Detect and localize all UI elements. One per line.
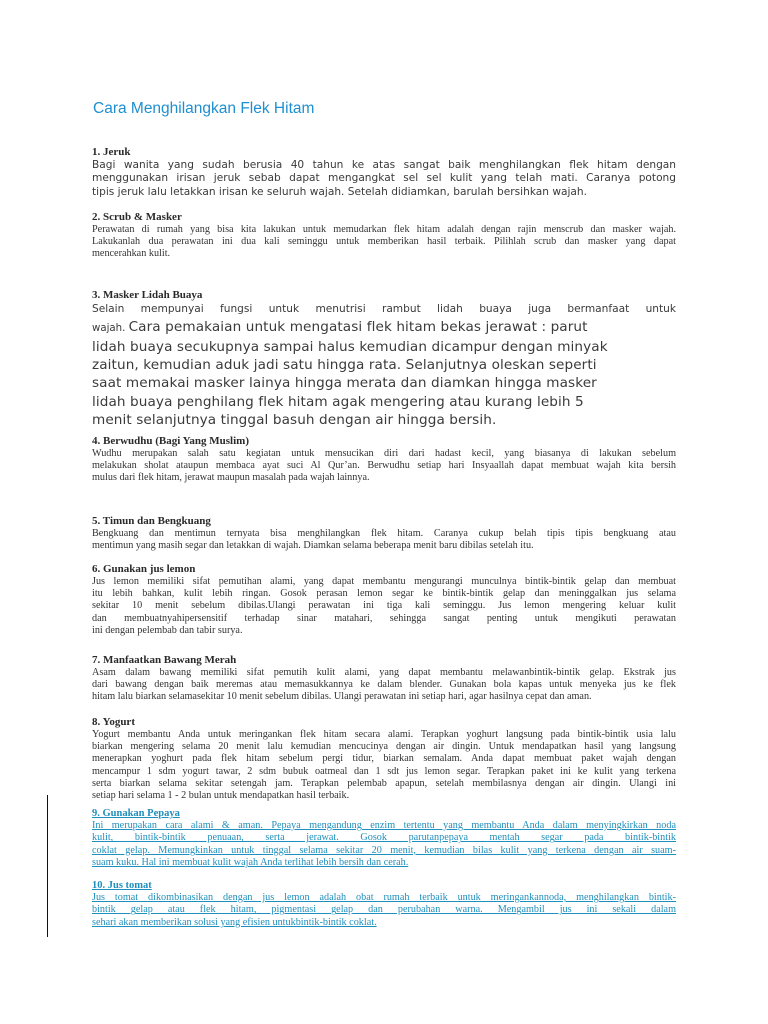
section-jus-tomat: [92, 880, 676, 929]
section-bawang-merah: [92, 654, 676, 704]
body-line: Perawatan di rumah yang bisa kita lakukan untuk memudarkan flek hitam adalah dengan rajin menscrub dan masker wajah.: [92, 224, 676, 235]
section-yogurt: [92, 716, 676, 802]
body-line[interactable]: Ini merupakan cara alami & aman. Pepaya mengandung enzim tertentu yang membantu Anda dalam menyingkirkan noda: [92, 820, 676, 831]
body-line[interactable]: Jus tomat dikombinasikan dengan jus lemon adalah obat rumah terbaik untuk meringankannoda, menghilangkan bintik-: [92, 892, 676, 903]
section-heading: 6. Gunakan jus lemon: [92, 563, 196, 575]
section-heading-link[interactable]: 9. Gunakan Pepaya: [92, 808, 180, 819]
section-heading: 1. Jeruk: [92, 146, 131, 158]
body-line: Bagi wanita yang sudah berusia 40 tahun ke atas sangat baik menghilangkan flek hitam dengan: [92, 159, 676, 171]
body-line: setiap hari selama 1 - 2 bulan untuk mendapatkan hasil terbaik.: [92, 790, 350, 802]
body-line: mencampur 1 sdm yogurt tawar, 2 sdm bubuk oatmeal dan 1 sdt jus lemon segar. Terapkan paket ini ke kulit yang terkena: [92, 765, 676, 777]
section-body: [92, 576, 676, 637]
body-big-lines: [92, 338, 676, 429]
section-jus-lemon: [92, 563, 676, 637]
body-line: ini dengan pelembab dan tabir surya.: [92, 624, 243, 636]
section-body: [92, 159, 676, 199]
section-body: [92, 667, 676, 704]
section-jeruk: [92, 146, 676, 199]
section-heading: 4. Berwudhu (Bagi Yang Muslim): [92, 435, 249, 447]
section-body-link[interactable]: [92, 892, 676, 929]
body-line[interactable]: sehari akan memberikan solusi yang efisien untukbintik-bintik coklat.: [92, 916, 377, 928]
body-line: menit selanjutnya tinggal basuh dengan air hingga bersih.: [92, 411, 497, 428]
body-line[interactable]: kulit, bintik-bintik penuaan, serta jerawat. Gosok parutanpepaya mentah segar pada bintik-bintik: [92, 832, 676, 844]
body-line: tipis jeruk lalu letakkan irisan ke seluruh wajah. Setelah didiamkan, barulah bersihkan wajah.: [92, 185, 588, 198]
body-line: dari bawang dengan baik meremas atau memasukkannya ke dalam blender. Gunakan bola kapas untuk menyeka jus ke flek: [92, 679, 676, 691]
section-scrub-masker: [92, 211, 676, 261]
section-heading: 8. Yogurt: [92, 716, 135, 728]
body-line: biarkan mengering selama 20 menit lalu kemudian mencucinya dengan air dingin. Untuk mendapatkan hasil yang langsung: [92, 741, 676, 753]
section-heading: 7. Manfaatkan Bawang Merah: [92, 654, 237, 666]
section-heading-link[interactable]: 10. Jus tomat: [92, 880, 152, 891]
body-line: Lakukanlah dua perawatan ini dua kali seminggu untuk memberikan hasil terbaik. Pilihlah scrub dan masker yang dapat: [92, 236, 676, 248]
body-line: Selain mempunyai fungsi untuk menutrisi rambut lidah buaya juga bermanfaat untuk: [92, 303, 676, 315]
body-line[interactable]: coklat gelap. Memungkinkan untuk tinggal selama sekitar 20 menit, kemudian bilas kulit yang terkena dengan air suam-: [92, 844, 676, 856]
margin-line: [47, 795, 48, 937]
body-line: hitam lalu biarkan selamasekitar 10 menit sebelum dibilas. Ulangi perawatan ini setiap hari, agar hasilnya cepat dan aman.: [92, 691, 592, 703]
body-line: [92, 317, 676, 338]
body-line: saat memakai masker lainya hingga merata dan diamkan hingga masker: [92, 375, 597, 392]
body-line: sekitar 10 menit sebelum dibilas.Ulangi perawatan ini tiga kali seminggu. Jus lemon mengering keluar kulit: [92, 600, 676, 612]
section-heading: 3. Masker Lidah Buaya: [92, 289, 203, 301]
body-line-small: wajah.: [92, 323, 129, 334]
page-title: Cara Menghilangkan Flek Hitam: [93, 100, 315, 117]
body-line: lidah buaya penghilang flek hitam agak mengering atau kurang lebih 5: [92, 393, 584, 410]
body-line: mencerahkan kulit.: [92, 248, 171, 260]
body-line: menggunakan irisan jeruk sebab dapat mengangkat sel sel kulit yang telah mati. Caranya potong: [92, 172, 676, 185]
body-line: Jus lemon memiliki sifat pemutihan alami, yang dapat membantu mengurangi munculnya bintik-bintik gelap dan membuat: [92, 576, 676, 587]
section-pepaya: [92, 808, 676, 870]
body-line: Yogurt membantu Anda untuk meringankan flek hitam secara alami. Terapkan yoghurt langsung pada bintik-bintik usia lalu: [92, 729, 676, 740]
body-line: itu lebih bahkan, kulit lebih ringan. Gosok perasan lemon segar ke bintik-bintik gelap dan meninggalkan jus selama: [92, 588, 676, 600]
section-heading: 2. Scrub & Masker: [92, 211, 182, 223]
body-line: Asam dalam bawang memiliki sifat pemutih kulit alami, yang dapat membantu melawanbintik-bintik gelap. Ekstrak jus: [92, 667, 676, 678]
section-body: [92, 528, 676, 552]
body-line[interactable]: bintik gelap atau flek hitam, pigmentasi gelap dan perubahan warna. Mengambil jus ini sekali dalam: [92, 904, 676, 916]
section-heading: 5. Timun dan Bengkuang: [92, 515, 211, 527]
section-body: [92, 302, 676, 429]
body-line: mentimun yang masih segar dan letakkan di wajah. Diamkan selama beberapa menit baru dibilas setelah itu.: [92, 540, 534, 552]
body-line[interactable]: suam kuku. Hal ini membuat kulit wajah Anda terlihat lebih bersih dan cerah.: [92, 857, 409, 869]
section-timun-bengkuang: [92, 515, 676, 552]
body-line: melakukan sholat ataupun membaca ayat suci Al Qur’an. Berwudhu setiap hari Insyaallah dapat membuat wajah kita bersih: [92, 460, 676, 472]
body-line: lidah buaya secukupnya sampai halus kemudian dicampur dengan minyak: [92, 339, 608, 355]
body-line: menerapkan yoghurt pada flek hitam sebelum pergi tidur, biarkan semalam. Anda dapat membuat paket wajah dengan: [92, 753, 676, 765]
body-line-big: Cara pemakaian untuk mengatasi flek hitam bekas jerawat : parut: [128, 319, 588, 335]
section-body: [92, 729, 676, 802]
section-body-link[interactable]: [92, 820, 676, 870]
body-line: zaitun, kemudian aduk jadi satu hingga rata. Selanjutnya oleskan seperti: [92, 357, 597, 374]
body-line: serta biarkan selama sekitar setengah jam. Terapkan pelembab apapun, setelah membilasnya dengan air dingin. Ulangi ini: [92, 777, 676, 789]
section-berwudhu: [92, 435, 676, 485]
body-line: Bengkuang dan mentimun ternyata bisa menghilangkan flek hitam. Caranya cukup belah tipis tipis bengkuang atau: [92, 528, 676, 539]
section-masker-lidah-buaya: [92, 289, 676, 429]
body-line: dan membuatnyahipersensitif terhadap sinar matahari, sehingga sangat penting untuk mengikuti perawatan: [92, 612, 676, 624]
body-line: mulus dari flek hitam, jerawat maupun masalah pada wajah lainnya.: [92, 472, 370, 484]
body-line: Wudhu merupakan salah satu kegiatan untuk mensucikan diri dari hadast kecil, yang biasanya di lakukan sebelum: [92, 448, 676, 459]
section-body: [92, 224, 676, 261]
section-body: [92, 448, 676, 485]
